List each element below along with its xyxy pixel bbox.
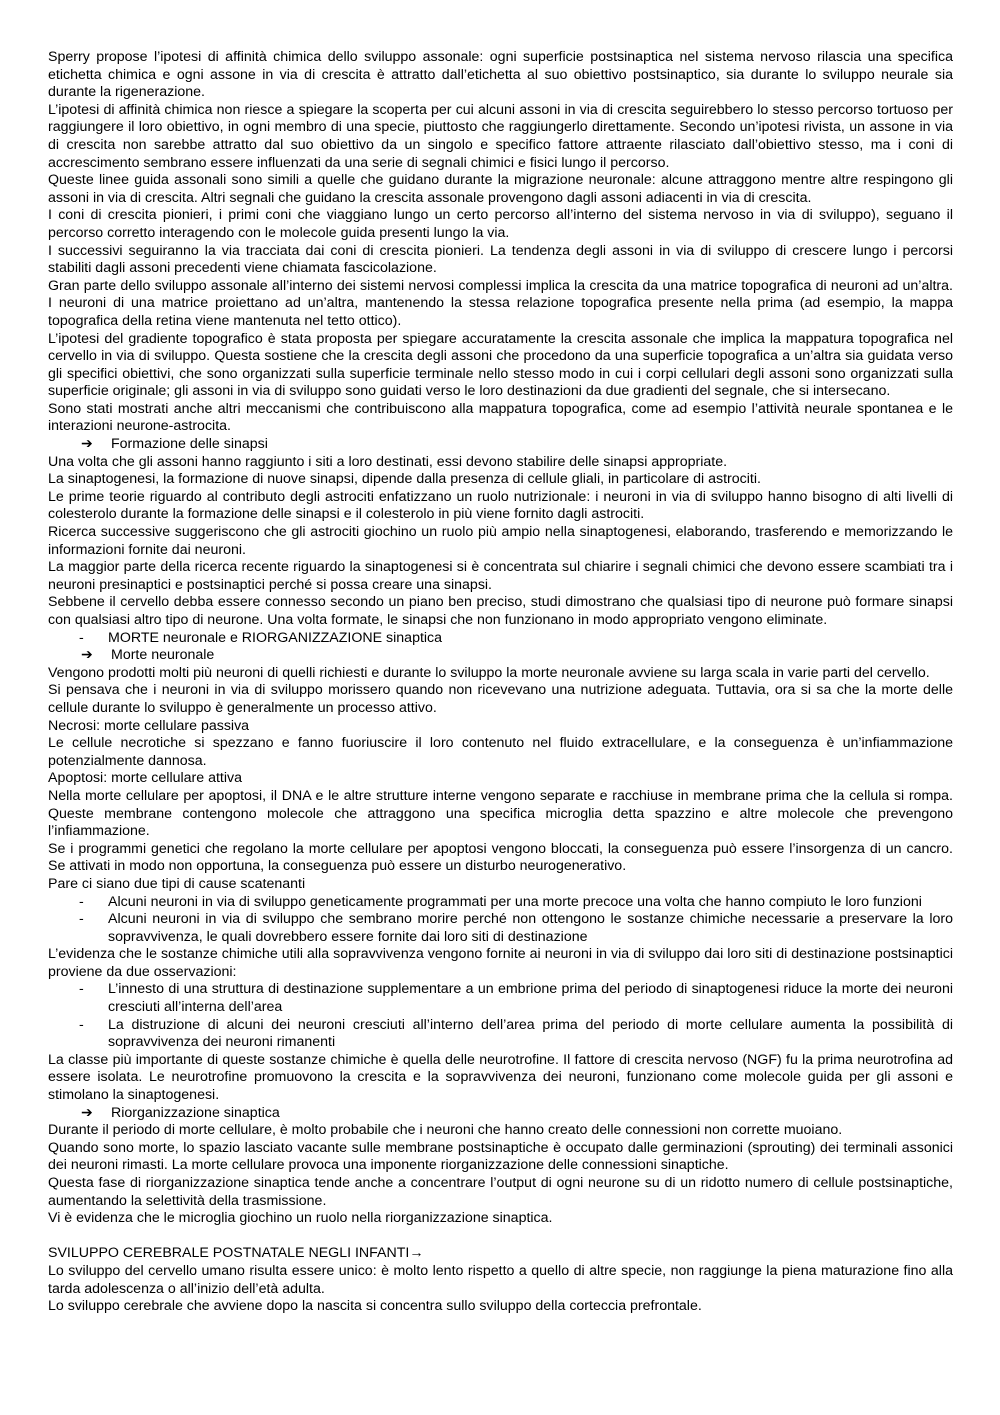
paragraph: Necrosi: morte cellulare passiva bbox=[48, 717, 250, 734]
paragraph: Questa fase di riorganizzazione sinaptica tende anche a concentrare l’output di ogni neurone su di un ridotto numero di cellule postsinaptiche, aumentando la selettività della trasmissione. bbox=[48, 1175, 953, 1209]
list-item-text: Alcuni neuroni in via di sviluppo geneticamente programmati per una morte precoce una volta che hanno compiuto le loro funzioni bbox=[108, 893, 922, 910]
paragraph: L’ipotesi di affinità chimica non riesce a spiegare la scoperta per cui alcuni assoni in via di crescita seguirebbero lo stesso percorso tortuoso per raggiungere il loro obiettivo, in ogni membro di una specie, piuttosto che raggiungerlo direttamente. Secondo un’ipotesi rivista, un assone in via di crescita non sarebbe attratto dal suo obiettivo da un singolo e specifico fattore attraente rilasciato dall’obiettivo stesso, ma i coni di accrescimento sembrano essere influenzati da una serie di segnali chimici e fisici lungo il percorso. bbox=[48, 101, 953, 171]
heading-riorganizzazione-sinaptica bbox=[81, 1105, 953, 1123]
list-item-text: La distruzione di alcuni dei neuroni cresciuti all’interno dell’area prima del periodo di morte cellulare aumenta la possibilità di sopravvivenza dei neuroni rimanenti bbox=[108, 1016, 953, 1051]
paragraph: Si pensava che i neuroni in via di sviluppo morissero quando non ricevevano una nutrizione adeguata. Tuttavia, ora si sa che la morte delle cellule durante lo sviluppo è generalmente un processo attivo. bbox=[48, 682, 953, 716]
paragraph: Una volta che gli assoni hanno raggiunto i siti a loro destinati, essi devono stabilire delle sinapsi appropriate. bbox=[48, 453, 728, 470]
paragraph: Se i programmi genetici che regolano la morte cellulare per apoptosi vengono bloccati, la conseguenza può essere l’insorgenza di un cancro. Se attivati in modo non opportuna, la conseguenza può essere un disturbo neurogenerativo. bbox=[48, 840, 953, 875]
dash-bullet-icon: - bbox=[79, 629, 84, 646]
paragraph: Apoptosi: morte cellulare attiva bbox=[48, 770, 242, 787]
document-page bbox=[48, 49, 953, 1316]
section-title-text: SVILUPPO CEREBRALE POSTNATALE NEGLI INFANTI bbox=[48, 1245, 410, 1262]
list-item-text: MORTE neuronale e RIORGANIZZAZIONE sinaptica bbox=[108, 629, 443, 646]
list-item bbox=[79, 981, 953, 1016]
blank-line bbox=[48, 1228, 953, 1246]
list-item bbox=[79, 1017, 953, 1052]
arrow-icon: ➔ bbox=[81, 1104, 93, 1121]
list-item bbox=[79, 911, 953, 946]
paragraph: Lo sviluppo cerebrale che avviene dopo la nascita si concentra sullo sviluppo della corteccia prefrontale. bbox=[48, 1298, 702, 1315]
dash-bullet-icon: - bbox=[79, 1016, 84, 1033]
heading-formazione-sinapsi bbox=[81, 436, 953, 454]
list-item-morte-riorganizzazione bbox=[79, 630, 953, 648]
paragraph: I coni di crescita pionieri, i primi coni che viaggiano lungo un certo percorso all’interno del sistema nervoso in via di sviluppo), seguano il percorso corretto interagendo con le molecole guida presenti lungo la via. bbox=[48, 207, 953, 241]
arrow-right-icon: → bbox=[409, 1245, 424, 1262]
paragraph: Queste linee guida assonali sono simili a quelle che guidano durante la migrazione neuronale: alcune attraggono mentre altre respingono gli assoni in via di crescita. Altri segnali che guidano la crescita assonale provengono dagli assoni adiacenti in via di crescita. bbox=[48, 172, 953, 206]
dash-bullet-icon: - bbox=[79, 893, 84, 910]
paragraph: Ricerca successive suggeriscono che gli astrociti giochino un ruolo più ampio nella sinaptogenesi, elaborando, trasferendo e memorizzando le informazioni fornite dai neuroni. bbox=[48, 524, 953, 558]
paragraph: Sperry propose l’ipotesi di affinità chimica dello sviluppo assonale: ogni superficie postsinaptica nel sistema nervoso rilascia una specifica etichetta chimica e ogni assone in via di crescita è attratto dall’etichetta al suo obiettivo postsinaptico, sia durante lo sviluppo neurale sia durante la rigenerazione. bbox=[48, 49, 953, 101]
arrow-icon: ➔ bbox=[81, 647, 93, 664]
paragraph: La sinaptogenesi, la formazione di nuove sinapsi, dipende dalla presenza di cellule gliali, in particolare di astrociti. bbox=[48, 471, 761, 488]
dash-bullet-icon: - bbox=[79, 981, 84, 998]
paragraph: Le cellule necrotiche si spezzano e fanno fuoriuscire il loro contenuto nel fluido extracellulare, e la conseguenza è un’infiammazione potenzialmente dannosa. bbox=[48, 735, 953, 769]
heading-label: Formazione delle sinapsi bbox=[111, 436, 268, 453]
paragraph: Vi è evidenza che le microglia giochino un ruolo nella riorganizzazione sinaptica. bbox=[48, 1210, 553, 1227]
paragraph: L’ipotesi del gradiente topografico è stata proposta per spiegare accuratamente la crescita assonale che implica la mappatura topografica nel cervello in via di sviluppo. Questa sostiene che la crescita degli assoni che procedono da una superficie topografica a un’altra sia guidata verso gli specifici obiettivi, che sono organizzati sulla superficie terminale nello stesso modo in cui i corpi cellulari degli assoni sono organizzati sulla superficie originale; gli assoni in via di sviluppo sono guidati verso le loro destinazioni da due gradienti del segnale, che si intersecano. bbox=[48, 330, 953, 400]
section-title bbox=[48, 1245, 953, 1263]
paragraph: I successivi seguiranno la via tracciata dai coni di crescita pionieri. La tendenza degli assoni in via di sviluppo di crescere lungo i percorsi stabiliti dagli assoni precedenti viene chiamata fascicolazione. bbox=[48, 242, 953, 277]
dash-bullet-icon: - bbox=[79, 911, 84, 928]
paragraph: Sebbene il cervello debba essere connesso secondo un piano ben preciso, studi dimostrano che qualsiasi tipo di neurone può formare sinapsi con qualsiasi altro tipo di neurone. Una volta formate, le sinapsi che non funzionano in modo appropriato vengono eliminate. bbox=[48, 594, 953, 628]
paragraph: L’evidenza che le sostanze chimiche utili alla sopravvivenza vengono fornite ai neuroni in via di sviluppo dai loro siti di destinazione postsinaptici proviene da due osservazioni: bbox=[48, 946, 953, 980]
list-item bbox=[79, 894, 953, 912]
heading-label: Riorganizzazione sinaptica bbox=[111, 1104, 280, 1121]
list-item-text: Alcuni neuroni in via di sviluppo che sembrano morire perché non ottengono le sostanze chimiche necessarie a preservare la loro sopravvivenza, le quali dovrebbero essere fornite dai loro siti di destinazione bbox=[108, 911, 953, 945]
heading-morte-neuronale bbox=[81, 647, 953, 665]
paragraph: La maggior parte della ricerca recente riguardo la sinaptogenesi si è concentrata sul chiarire i segnali chimici che devono essere scambiati tra i neuroni presinaptici e postsinaptici perché si possa creare una sinapsi. bbox=[48, 559, 953, 593]
paragraph: Gran parte dello sviluppo assonale all’interno dei sistemi nervosi complessi implica la crescita da una matrice topografica di neuroni ad un’altra. I neuroni di una matrice proiettano ad un’altra, mantenendo la stessa relazione topografica presente nella prima (ad esempio, la mappa topografica della retina viene mantenuta nel tetto ottico). bbox=[48, 277, 953, 329]
paragraph: Vengono prodotti molti più neuroni di quelli richiesti e durante lo sviluppo la morte neuronale avviene su larga scala in varie parti del cervello. bbox=[48, 664, 930, 681]
heading-label: Morte neuronale bbox=[111, 647, 215, 664]
paragraph: Lo sviluppo del cervello umano risulta essere unico: è molto lento rispetto a quello di altre specie, non raggiunge la piena maturazione fino alla tarda adolescenza o all’inizio dell’età adulta. bbox=[48, 1262, 953, 1297]
arrow-icon: ➔ bbox=[81, 436, 93, 453]
list-item-text: L’innesto di una struttura di destinazione supplementare a un embrione prima del periodo di sinaptogenesi riduce la morte dei neuroni cresciuti all’interna dell’area bbox=[108, 981, 953, 1016]
paragraph: Quando sono morte, lo spazio lasciato vacante sulle membrane postsinaptiche è occupato dalle germinazioni (sprouting) dei terminali assonici dei neuroni rimasti. La morte cellulare provoca una imponente riorganizzazione delle connessioni sinaptiche. bbox=[48, 1139, 953, 1174]
paragraph: Le prime teorie riguardo al contributo degli astrociti enfatizzano un ruolo nutrizionale: i neuroni in via di sviluppo hanno bisogno di alti livelli di colesterolo durante la formazione delle sinapsi e il colesterolo in più viene fornito dagli astrociti. bbox=[48, 488, 953, 523]
paragraph: Sono stati mostrati anche altri meccanismi che contribuiscono alla mappatura topografica, come ad esempio l’attività neurale spontanea e le interazioni neurone-astrocita. bbox=[48, 400, 953, 435]
paragraph: La classe più importante di queste sostanze chimiche è quella delle neurotrofine. Il fattore di crescita nervoso (NGF) fu la prima neurotrofina ad essere isolata. Le neurotrofine promuovono la crescita e la sopravvivenza dei neuroni, funzionano come molecole guida per gli assoni e stimolano la sinaptogenesi. bbox=[48, 1051, 953, 1104]
paragraph: Durante il periodo di morte cellulare, è molto probabile che i neuroni che hanno creato delle connessioni non corrette muoiano. bbox=[48, 1122, 843, 1139]
paragraph: Pare ci siano due tipi di cause scatenanti bbox=[48, 875, 306, 892]
paragraph: Nella morte cellulare per apoptosi, il DNA e le altre strutture interne vengono separate e racchiuse in membrane prima che la cellula si rompa. Queste membrane contengono molecole che attraggono una specifica microglia detta spazzino e altre molecole che prevengono l’infiammazione. bbox=[48, 787, 953, 840]
